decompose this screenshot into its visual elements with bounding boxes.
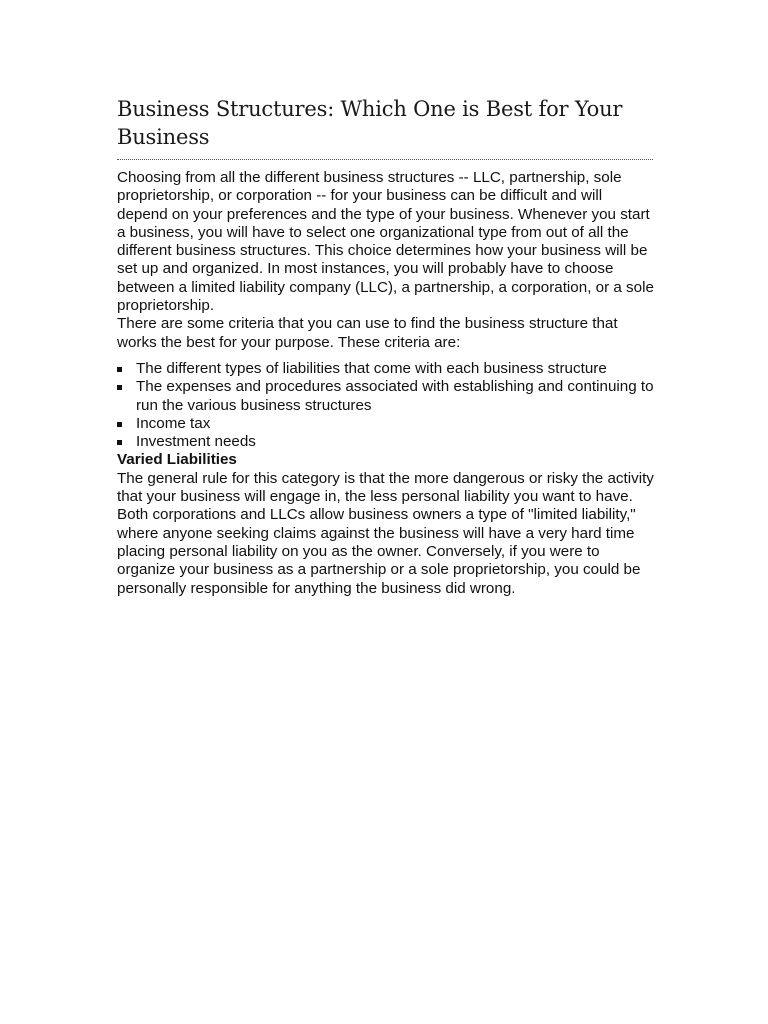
section-heading: Varied Liabilities [117,451,237,469]
intro-paragraph: Choosing from all the different business structures -- LLC, partnership, sole proprietorship, or corporation -- for your business can be difficult and will depend on your preferences and the type of your business. Whenever you start a business, you will have to select one organizational type from out of all the different business structures. This choice determines how your business will be set up and organized. In most instances, you will probably have to choose between a limited liability company (LLC), a partnership, a corporation, or a sole proprietorship. [117,169,654,315]
square-bullet-icon [117,440,122,445]
square-bullet-icon [117,385,122,390]
square-bullet-icon [117,367,122,372]
square-bullet-icon [117,422,122,427]
title-divider [117,159,653,160]
list-item-text: The different types of liabilities that come with each business structure [136,359,607,377]
criteria-intro-paragraph: There are some criteria that you can use to find the business structure that works the best for your purpose. These criteria are: [117,315,618,351]
criteria-list [117,360,655,451]
list-item-text: Investment needs [136,433,256,451]
article-title: Business Structures: Which One is Best for Your Business [117,97,623,149]
section-paragraph: The general rule for this category is that the more dangerous or risky the activity that your business will engage in, the less personal liability you want to have. [117,469,654,506]
list-item-text: Income tax [136,414,211,432]
list-item [117,378,655,415]
article-body [117,169,655,598]
list-item-text: The expenses and procedures associated with establishing and continuing to run the various business structures [136,378,654,414]
section-paragraph: Both corporations and LLCs allow business owners a type of "limited liability," where anyone seeking claims against the business will have a very hard time placing personal liability on you as the owner. Conversely, if you were to organize your business as a partnership or a sole proprietorship, you could be personally responsible for anything the business did wrong. [117,506,641,597]
list-item [117,360,655,378]
list-item [117,433,655,451]
document-page [117,95,655,598]
list-item [117,415,655,433]
